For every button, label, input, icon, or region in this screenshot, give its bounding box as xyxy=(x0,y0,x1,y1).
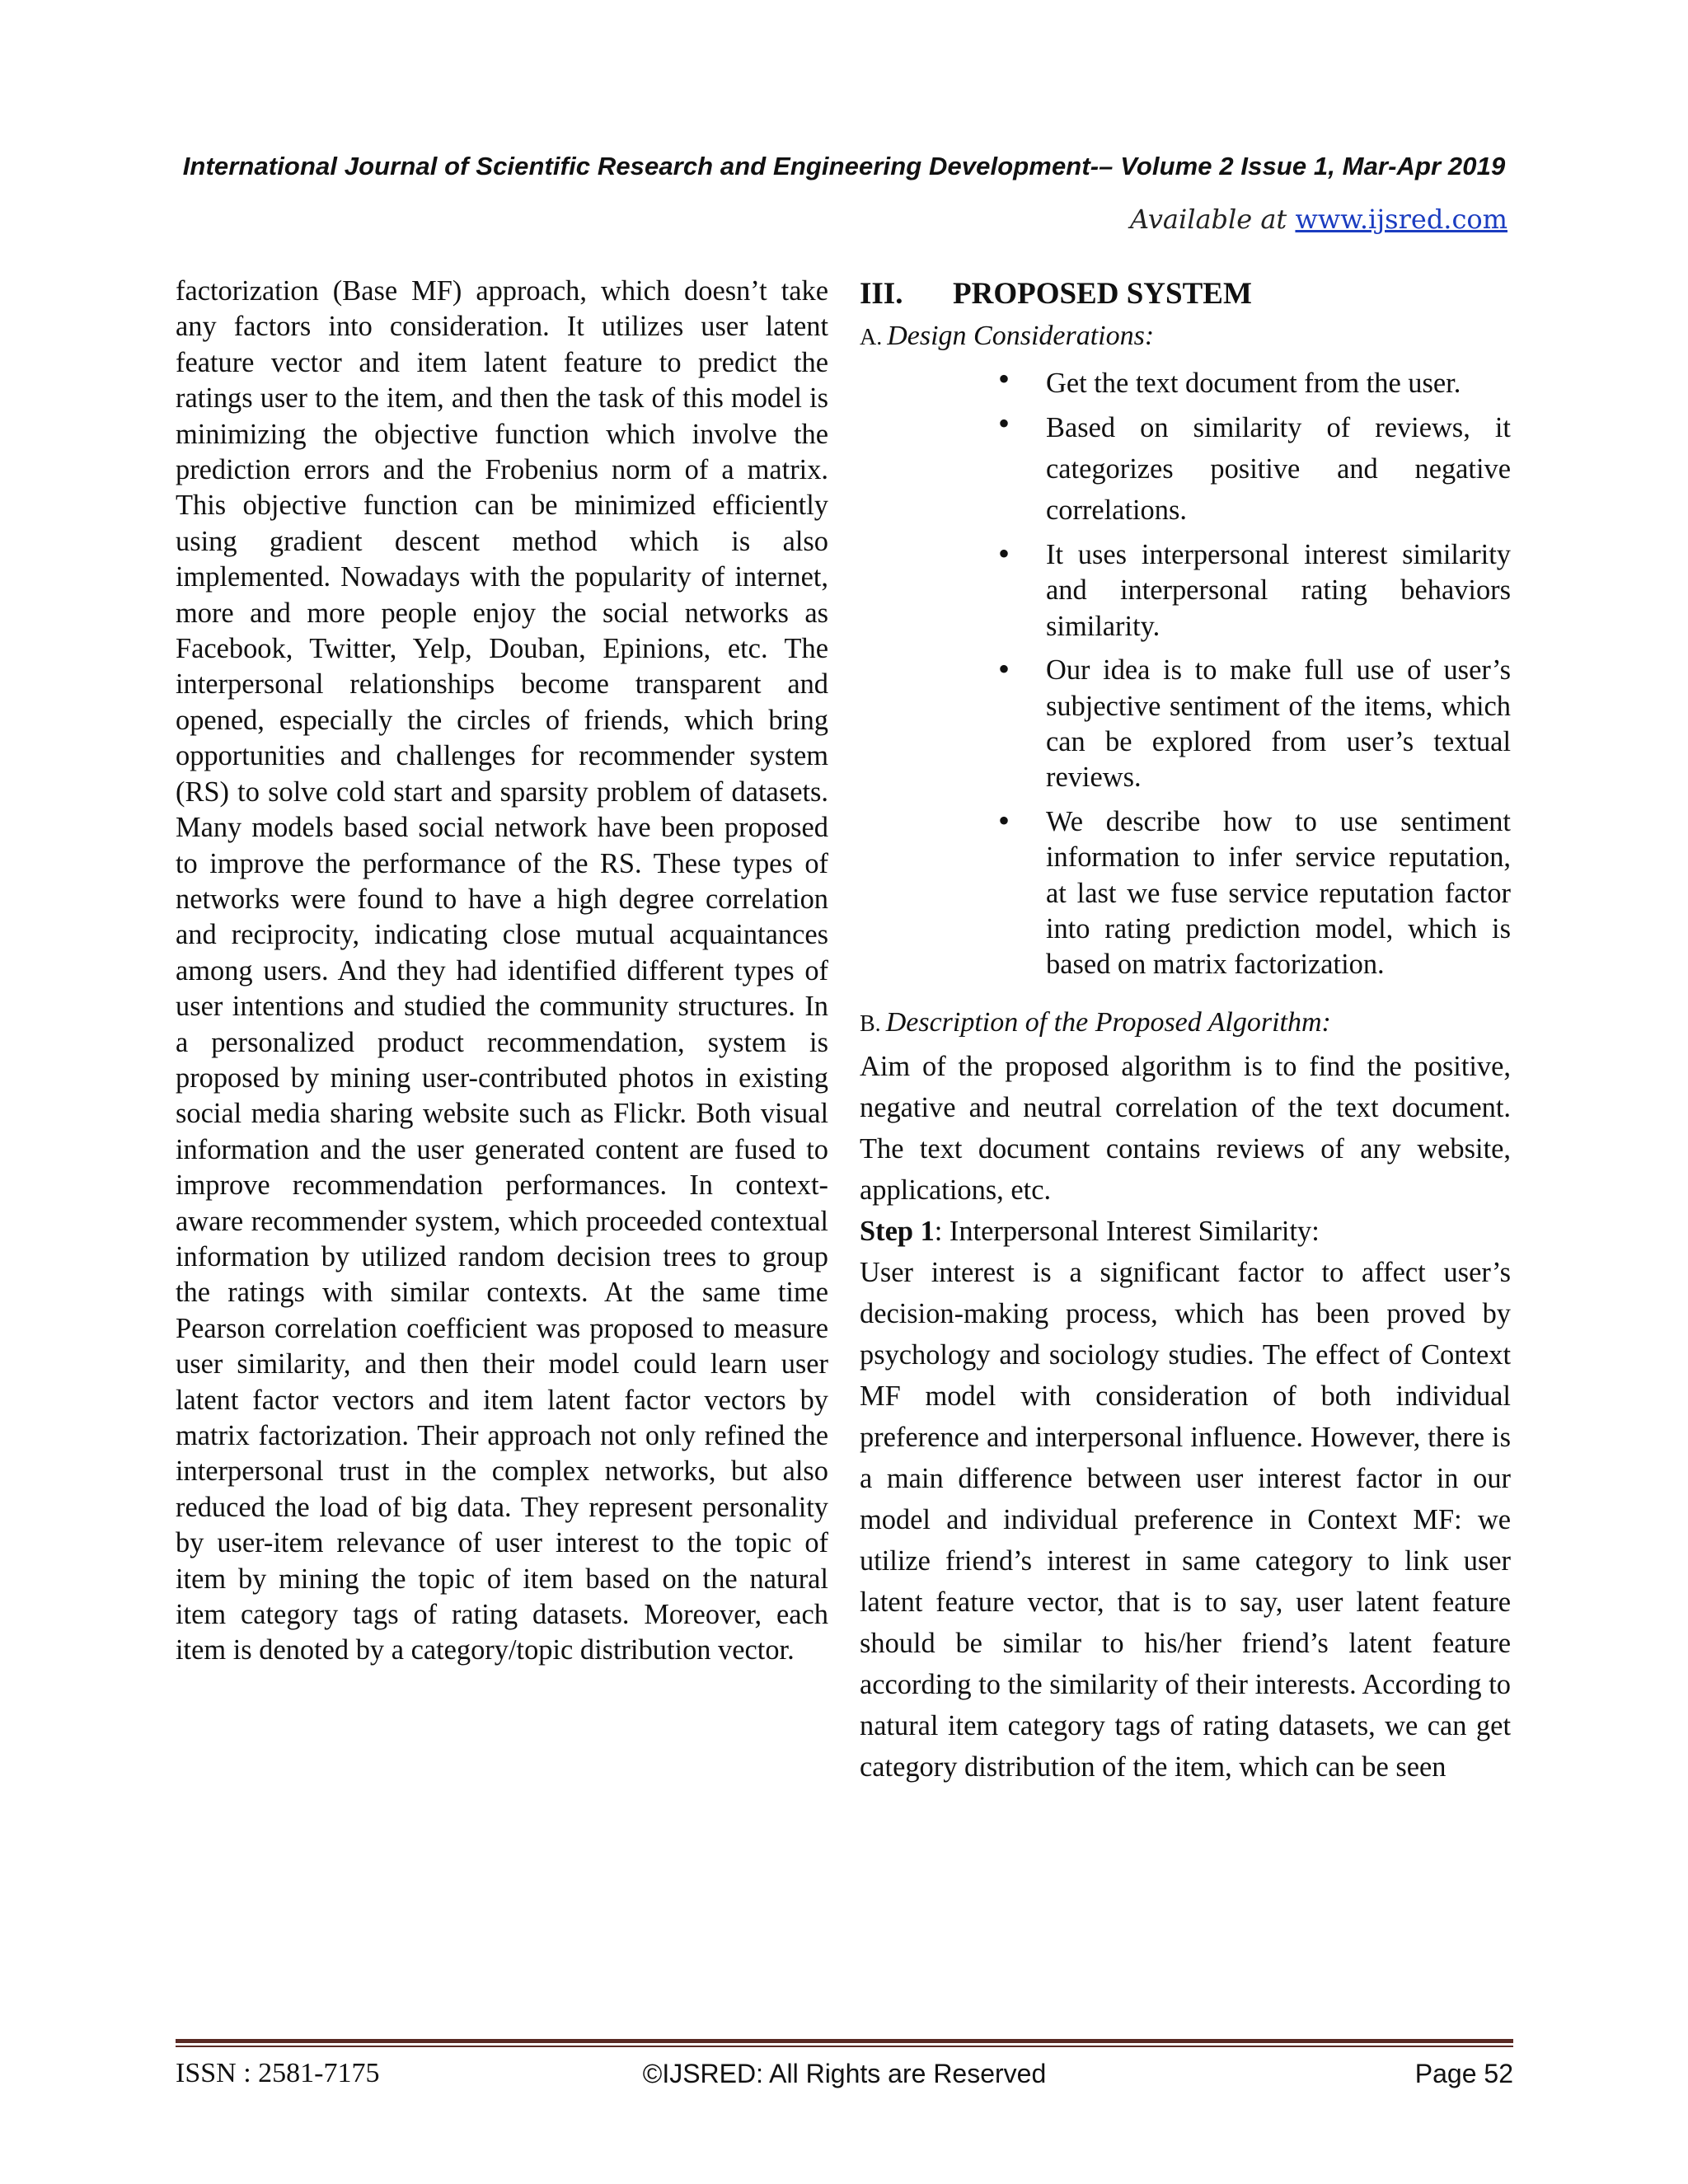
subsection-b-letter: B. xyxy=(860,1010,881,1037)
subsection-b-title: Description of the Proposed Algorithm: xyxy=(885,1006,1331,1038)
footer-divider xyxy=(176,2039,1513,2043)
page-footer xyxy=(176,2053,1513,2094)
design-considerations-list xyxy=(860,363,1511,983)
journal-title: International Journal of Scientific Research and Engineering Development-– Volume 2 Issue 1, Mar-Apr 2019 xyxy=(182,152,1506,180)
available-label: Available at xyxy=(1130,204,1287,235)
left-column xyxy=(176,274,828,1669)
footer-copyright: ©IJSRED: All Rights are Reserved xyxy=(642,2059,1047,2088)
step-1-paragraph: User interest is a significant factor to affect user’s decision-making process, which has been proved by psychology and sociology studies. The effect of Context MF model with consideration of both individual preference and interpersonal influence. However, there is a main difference between user interest factor in our model and individual preference in Context MF: we utilize friend’s interest in same category to link user latent feature vector, that is to say, user latent feature should be similar to his/her friend’s latent feature according to the similarity of their interests. According to natural item category tags of rating datasets, we can get category distribution of the item, which can be seen xyxy=(860,1256,1511,1783)
list-item: • Based on similarity of reviews, it categorizes positive and negative correlations. xyxy=(1046,407,1511,531)
subsection-a-heading xyxy=(860,315,1511,359)
availability-line xyxy=(1130,204,1507,235)
footer-divider-thin xyxy=(176,2046,1513,2047)
aim-paragraph: Aim of the proposed algorithm is to find the positive, negative and neutral correlation of the text document. The text document contains reviews of any website, applications, etc. xyxy=(860,1050,1511,1206)
subsection-a-letter: A. xyxy=(860,325,883,350)
footer-page-number: Page 52 xyxy=(1414,2059,1513,2088)
right-column xyxy=(860,274,1511,1788)
journal-url-link[interactable]: www.ijsred.com xyxy=(1295,204,1507,235)
list-item: • We describe how to use sentiment information to infer service reputation, at last we fuse service reputation factor into rating prediction model, which is based on matrix factorization. xyxy=(1046,804,1511,983)
subsection-b-heading xyxy=(860,1001,1511,1046)
step-1-heading xyxy=(860,1211,1511,1252)
step-1-label: Step 1 xyxy=(860,1215,935,1247)
section-heading xyxy=(860,274,1511,315)
footer-issn: ISSN : 2581-7175 xyxy=(176,2058,380,2088)
subsection-a-title: Design Considerations: xyxy=(887,321,1155,351)
list-item: • It uses interpersonal interest similarity and interpersonal rating behaviors similarity. xyxy=(1046,537,1511,644)
list-item: • Get the text document from the user. xyxy=(1046,363,1511,404)
section-title: PROPOSED SYSTEM xyxy=(953,277,1252,311)
section-number: III. xyxy=(860,277,903,311)
body-paragraph: factorization (Base MF) approach, which doesn’t take any factors into consideration. It utilizes user latent feature vector and item latent feature to predict the ratings user to the item, and then the task of this model is minimizing the objective function which involve the prediction errors and the Frobenius norm of a matrix. This objective function can be minimized efficiently using gradient descent method which is also implemented. Nowadays with the popularity of internet, more and more people enjoy the social networks as Facebook, Twitter, Yelp, Douban, Epinions, etc. The interpersonal relationships become transparent and opened, especially the circles of friends, which bring opportunities and challenges for recommender system (RS) to solve cold start and sparsity problem of datasets. Many models based social network have been proposed to improve the performance of the RS. These types of networks were found to have a high degree correlation and reciprocity, indicating close mutual acquaintances among users. And they had identified different types of user intentions and studied the community structures. In a personalized product recommendation, system is proposed by mining user-contributed photos in existing social media sharing website such as Flickr. Both visual information and the user generated content are fused to improve recommendation performances. In context-aware recommender system, which proceeded contextual information by utilized random decision trees to group the ratings with similar contexts. At the same time Pearson correlation coefficient was proposed to measure user similarity, and then their model could learn user latent factor vectors and item latent factor vectors by matrix factorization. Their approach not only refined the interpersonal trust in the complex networks, but also reduced the load of big data. They represent personality by user-item relevance of user interest to the topic of item by mining the topic of item based on the natural item category tags of rating datasets. Moreover, each item is denoted by a category/topic distribution vector. xyxy=(176,275,828,1666)
step-1-title: : Interpersonal Interest Similarity: xyxy=(934,1215,1320,1247)
list-item: • Our idea is to make full use of user’s subjective sentiment of the items, which can be explored from user’s textual reviews. xyxy=(1046,653,1511,796)
